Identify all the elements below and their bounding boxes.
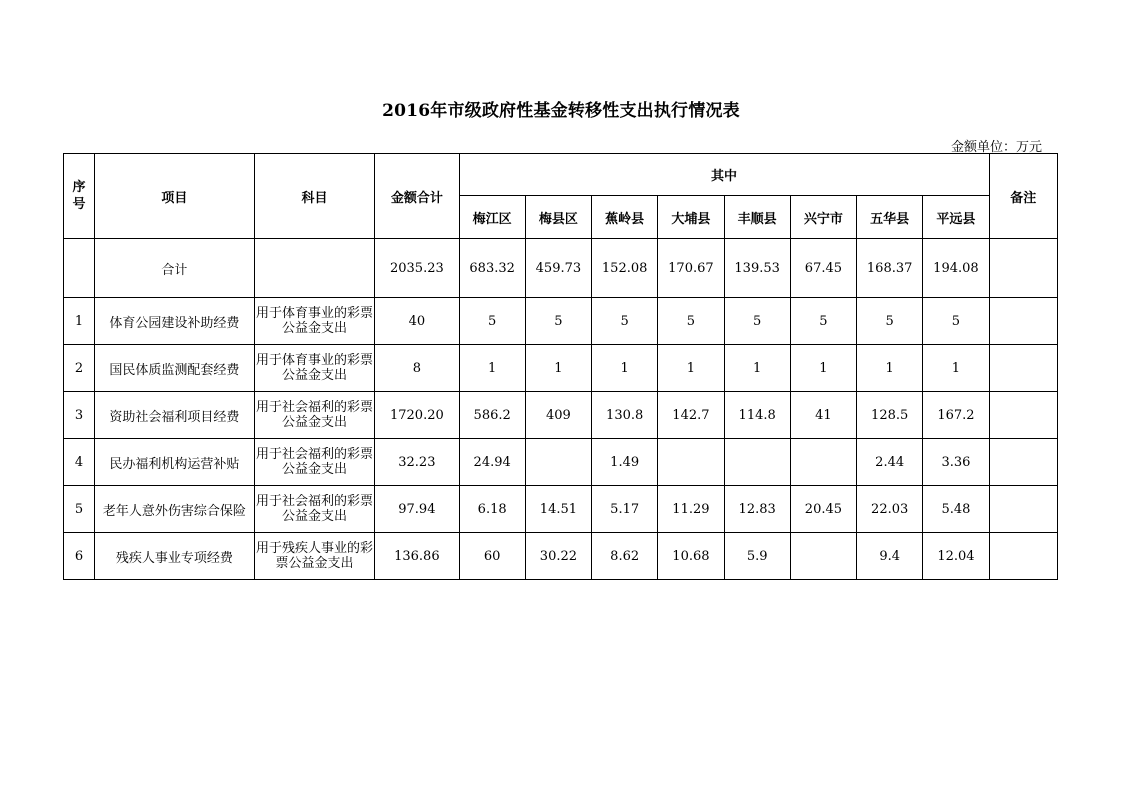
row-county-value: 3.36 bbox=[923, 439, 989, 486]
total-amount: 2035.23 bbox=[375, 239, 459, 298]
row-county-value: 14.51 bbox=[525, 486, 591, 533]
row-county-value: 5 bbox=[459, 298, 525, 345]
row-county-value: 128.5 bbox=[857, 392, 923, 439]
row-total: 1720.20 bbox=[375, 392, 459, 439]
header-county: 丰顺县 bbox=[724, 196, 790, 239]
total-county-value: 170.67 bbox=[658, 239, 724, 298]
row-seq: 3 bbox=[64, 392, 95, 439]
row-item: 民办福利机构运营补贴 bbox=[95, 439, 255, 486]
total-row bbox=[64, 239, 1058, 298]
row-county-value bbox=[724, 439, 790, 486]
row-note bbox=[989, 345, 1057, 392]
row-seq: 4 bbox=[64, 439, 95, 486]
row-total: 40 bbox=[375, 298, 459, 345]
row-county-value: 30.22 bbox=[525, 533, 591, 580]
total-note-cell bbox=[989, 239, 1057, 298]
row-total: 136.86 bbox=[375, 533, 459, 580]
row-county-value: 5 bbox=[592, 298, 658, 345]
row-county-value bbox=[790, 533, 856, 580]
header-note: 备注 bbox=[989, 154, 1057, 239]
header-county: 大埔县 bbox=[658, 196, 724, 239]
row-subject: 用于社会福利的彩票公益金支出 bbox=[254, 439, 374, 486]
row-note bbox=[989, 533, 1057, 580]
row-total: 32.23 bbox=[375, 439, 459, 486]
header-county: 梅江区 bbox=[459, 196, 525, 239]
row-total: 97.94 bbox=[375, 486, 459, 533]
row-county-value: 1 bbox=[592, 345, 658, 392]
page-title: 2016年市级政府性基金转移性支出执行情况表 bbox=[382, 101, 740, 121]
row-subject: 用于社会福利的彩票公益金支出 bbox=[254, 392, 374, 439]
row-seq: 1 bbox=[64, 298, 95, 345]
row-county-value: 10.68 bbox=[658, 533, 724, 580]
header-seq: 序 号 bbox=[64, 154, 95, 239]
total-label: 合计 bbox=[95, 239, 255, 298]
header-county: 兴宁市 bbox=[790, 196, 856, 239]
total-county-value: 152.08 bbox=[592, 239, 658, 298]
row-county-value: 142.7 bbox=[658, 392, 724, 439]
row-item: 国民体质监测配套经费 bbox=[95, 345, 255, 392]
row-county-value: 12.83 bbox=[724, 486, 790, 533]
total-seq-cell bbox=[64, 239, 95, 298]
table-row bbox=[64, 533, 1058, 580]
row-note bbox=[989, 298, 1057, 345]
header-of-which: 其中 bbox=[459, 154, 989, 196]
row-county-value: 114.8 bbox=[724, 392, 790, 439]
row-item: 残疾人事业专项经费 bbox=[95, 533, 255, 580]
row-county-value: 409 bbox=[525, 392, 591, 439]
row-county-value: 1 bbox=[923, 345, 989, 392]
row-county-value: 24.94 bbox=[459, 439, 525, 486]
row-county-value: 5 bbox=[790, 298, 856, 345]
row-note bbox=[989, 392, 1057, 439]
row-county-value: 60 bbox=[459, 533, 525, 580]
header-item: 项目 bbox=[95, 154, 255, 239]
row-county-value: 11.29 bbox=[658, 486, 724, 533]
row-seq: 6 bbox=[64, 533, 95, 580]
row-county-value: 12.04 bbox=[923, 533, 989, 580]
total-county-value: 139.53 bbox=[724, 239, 790, 298]
row-county-value: 5 bbox=[525, 298, 591, 345]
total-county-value: 194.08 bbox=[923, 239, 989, 298]
table-row bbox=[64, 392, 1058, 439]
row-subject: 用于体育事业的彩票公益金支出 bbox=[254, 345, 374, 392]
row-county-value: 20.45 bbox=[790, 486, 856, 533]
row-county-value: 1 bbox=[658, 345, 724, 392]
row-county-value: 5 bbox=[658, 298, 724, 345]
row-county-value: 1.49 bbox=[592, 439, 658, 486]
total-county-value: 67.45 bbox=[790, 239, 856, 298]
row-county-value: 1 bbox=[790, 345, 856, 392]
row-county-value: 1 bbox=[724, 345, 790, 392]
row-item: 老年人意外伤害综合保险 bbox=[95, 486, 255, 533]
row-county-value: 5 bbox=[923, 298, 989, 345]
row-county-value: 22.03 bbox=[857, 486, 923, 533]
row-total: 8 bbox=[375, 345, 459, 392]
row-county-value: 41 bbox=[790, 392, 856, 439]
row-county-value: 6.18 bbox=[459, 486, 525, 533]
header-county: 梅县区 bbox=[525, 196, 591, 239]
header-county: 蕉岭县 bbox=[592, 196, 658, 239]
row-county-value: 8.62 bbox=[592, 533, 658, 580]
row-subject: 用于社会福利的彩票公益金支出 bbox=[254, 486, 374, 533]
row-county-value: 1 bbox=[857, 345, 923, 392]
table-row bbox=[64, 439, 1058, 486]
header-row-top bbox=[64, 154, 1058, 196]
row-note bbox=[989, 486, 1057, 533]
row-item: 资助社会福利项目经费 bbox=[95, 392, 255, 439]
total-county-value: 459.73 bbox=[525, 239, 591, 298]
row-county-value: 5.17 bbox=[592, 486, 658, 533]
header-county: 平远县 bbox=[923, 196, 989, 239]
row-county-value: 2.44 bbox=[857, 439, 923, 486]
row-county-value bbox=[525, 439, 591, 486]
row-county-value: 167.2 bbox=[923, 392, 989, 439]
row-county-value: 130.8 bbox=[592, 392, 658, 439]
expenditure-table bbox=[63, 153, 1058, 580]
row-county-value: 5.9 bbox=[724, 533, 790, 580]
header-county: 五华县 bbox=[857, 196, 923, 239]
row-seq: 5 bbox=[64, 486, 95, 533]
row-seq: 2 bbox=[64, 345, 95, 392]
table-row bbox=[64, 298, 1058, 345]
table-row bbox=[64, 486, 1058, 533]
total-subject-cell bbox=[254, 239, 374, 298]
table-row bbox=[64, 345, 1058, 392]
row-county-value bbox=[658, 439, 724, 486]
row-county-value: 9.4 bbox=[857, 533, 923, 580]
row-subject: 用于体育事业的彩票公益金支出 bbox=[254, 298, 374, 345]
row-note bbox=[989, 439, 1057, 486]
header-total: 金额合计 bbox=[375, 154, 459, 239]
row-county-value bbox=[790, 439, 856, 486]
amount-unit-label: 金额单位：万元 bbox=[950, 140, 1042, 155]
row-county-value: 586.2 bbox=[459, 392, 525, 439]
row-county-value: 5.48 bbox=[923, 486, 989, 533]
total-county-value: 683.32 bbox=[459, 239, 525, 298]
row-subject: 用于残疾人事业的彩票公益金支出 bbox=[254, 533, 374, 580]
row-item: 体育公园建设补助经费 bbox=[95, 298, 255, 345]
row-county-value: 1 bbox=[459, 345, 525, 392]
header-subject: 科目 bbox=[254, 154, 374, 239]
row-county-value: 5 bbox=[724, 298, 790, 345]
row-county-value: 1 bbox=[525, 345, 591, 392]
row-county-value: 5 bbox=[857, 298, 923, 345]
total-county-value: 168.37 bbox=[857, 239, 923, 298]
